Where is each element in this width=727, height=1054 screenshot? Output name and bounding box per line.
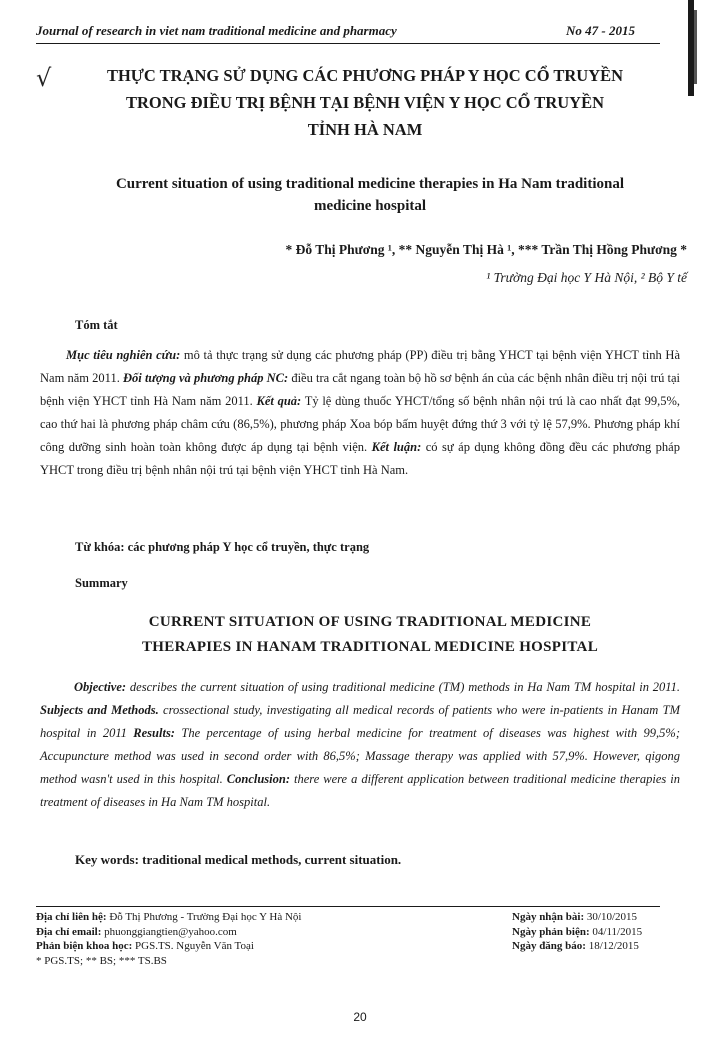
received-value: 30/10/2015 [584,911,638,923]
reviewer-line [36,939,456,954]
abstract-en-heading: Summary [75,576,128,590]
title-vn-line2: TRONG ĐIỀU TRỊ BỆNH TẠI BỆNH VIỆN Y HỌC CỔ TRUYỀN [126,93,604,112]
results-label-en: Results: [126,726,175,740]
review-label: Ngày phản biện: [512,925,590,938]
results-text-vn: Tỷ lệ dùng thuốc YHCT/tổng số bệnh nhân nội trú là cao nhất đạt 99,5%, cao thứ hai là phương pháp châm cứu (86,5%), phương pháp Xoa bóp bấm huyệt đứng thứ 3 với tỷ lệ 57,9%. Phương pháp khí công dưỡng sinh hoàn toàn không được áp dụng tại bệnh viện. [40,394,680,454]
abstract-en-title [40,610,700,660]
results-label-vn: Kết quả: [256,394,302,408]
subjects-text-vn: điều tra cắt ngang toàn bộ hồ sơ bệnh án của các bệnh nhân điều trị nội trú tại bệnh viện YHCT tỉnh Hà Nam năm 2011. [40,371,681,408]
footer-dates-block [512,910,692,954]
keywords-vn: Từ khóa: các phương pháp Y học cổ truyền, thực trạng [75,540,370,554]
subjects-label-en: Subjects and Methods. [40,703,159,717]
conclusion-label-vn: Kết luận: [367,440,422,454]
scan-edge-mark-inner [694,10,697,84]
email-line [36,925,456,940]
reviewer-value: PGS.TS. Nguyễn Văn Toại [132,940,254,952]
abstract-en-body [40,676,680,814]
title-vn-line3: TỈNH HÀ NAM [307,120,423,139]
results-text-en: The percentage of using herbal medicine for treatment of diseases was highest with 99,5%; Accupuncture method was used in second order with 86,5%; Massage therapy was applied with 57,9%. However, qigong method wasn't used in this hospital. [40,726,680,786]
title-en-line1: Current situation of using traditional medicine therapies in Ha Nam traditional [115,176,625,192]
email-value: phuonggiangtien@yahoo.com [101,925,237,938]
conclusion-text-vn: có sự áp dụng không đồng đều các phương pháp YHCT trong điều trị bệnh nhân nội trú tại bệnh viện YHCT tỉnh Hà Nam. [40,440,680,477]
title-english [40,173,700,217]
subjects-text-en: crossectional study, investigating all medical records of patients who were in-patients in Hanam TM hospital in 2011 [40,703,681,740]
footer-contact-block [36,910,456,968]
title-vn-line1: THỰC TRẠNG SỬ DỤNG CÁC PHƯƠNG PHÁP Y HỌC CỔ TRUYỀN [106,66,624,85]
contact-value: Đỗ Thị Phương - Trường Đại học Y Hà Nội [106,911,302,923]
issue-number: No 47 - 2015 [566,23,635,38]
published-label: Ngày đăng báo: [512,940,586,952]
objective-label-en: Objective: [74,680,127,694]
objective-label-vn: Mục tiêu nghiên cứu: [66,348,181,362]
conclusion-label-en: Conclusion: [222,772,291,786]
degrees-line: * PGS.TS; ** BS; *** TS.BS [36,954,167,967]
subjects-label-vn: Đối tượng và phương pháp NC: [119,371,289,385]
header-divider [36,43,660,44]
conclusion-text-en: there were a different application between traditional medicine therapies in treatment of diseases in Ha Nam TM hospital. [40,772,680,809]
abstract-en-title-line1: CURRENT SITUATION OF USING TRADITIONAL MEDICINE [148,614,592,630]
published-line [512,939,692,954]
contact-line [36,910,456,925]
reviewer-label: Phản biện khoa học: [36,940,133,952]
published-value: 18/12/2015 [585,940,639,952]
abstract-vn-heading: Tóm tắt [75,318,118,332]
title-vietnamese [40,62,690,143]
objective-text-en: describes the current situation of using traditional medicine (TM) methods in Ha Nam TM hospital in 2011. [126,680,680,694]
email-label: Địa chỉ email: [36,925,102,938]
review-value: 04/11/2015 [589,925,643,938]
footer-divider [36,906,660,907]
author-affiliation: ¹ Trường Đại học Y Hà Nội, ² Bộ Y tế [486,270,687,285]
keywords-en: Key words: traditional medical methods, current situation. [75,852,402,867]
abstract-en-title-line2: THERAPIES IN HANAM TRADITIONAL MEDICINE HOSPITAL [142,639,598,655]
abstract-vn-body [40,344,680,482]
journal-name: Journal of research in viet nam traditional medicine and pharmacy [36,23,397,38]
author-list: * Đỗ Thị Phương ¹, ** Nguyễn Thị Hà ¹, *** Trần Thị Hồng Phương * [285,242,687,257]
review-line [512,925,692,940]
received-label: Ngày nhận bài: [512,911,585,923]
page-number: 20 [353,1010,367,1024]
received-line [512,910,692,925]
check-mark-icon: √ [36,64,52,92]
title-en-line2: medicine hospital [313,198,427,214]
contact-label: Địa chỉ liên hệ: [36,911,107,923]
objective-text-vn: mô tả thực trạng sử dụng các phương pháp (PP) điều trị bằng YHCT tại bệnh viện YHCT tỉnh Hà Nam năm 2011. [40,348,681,385]
